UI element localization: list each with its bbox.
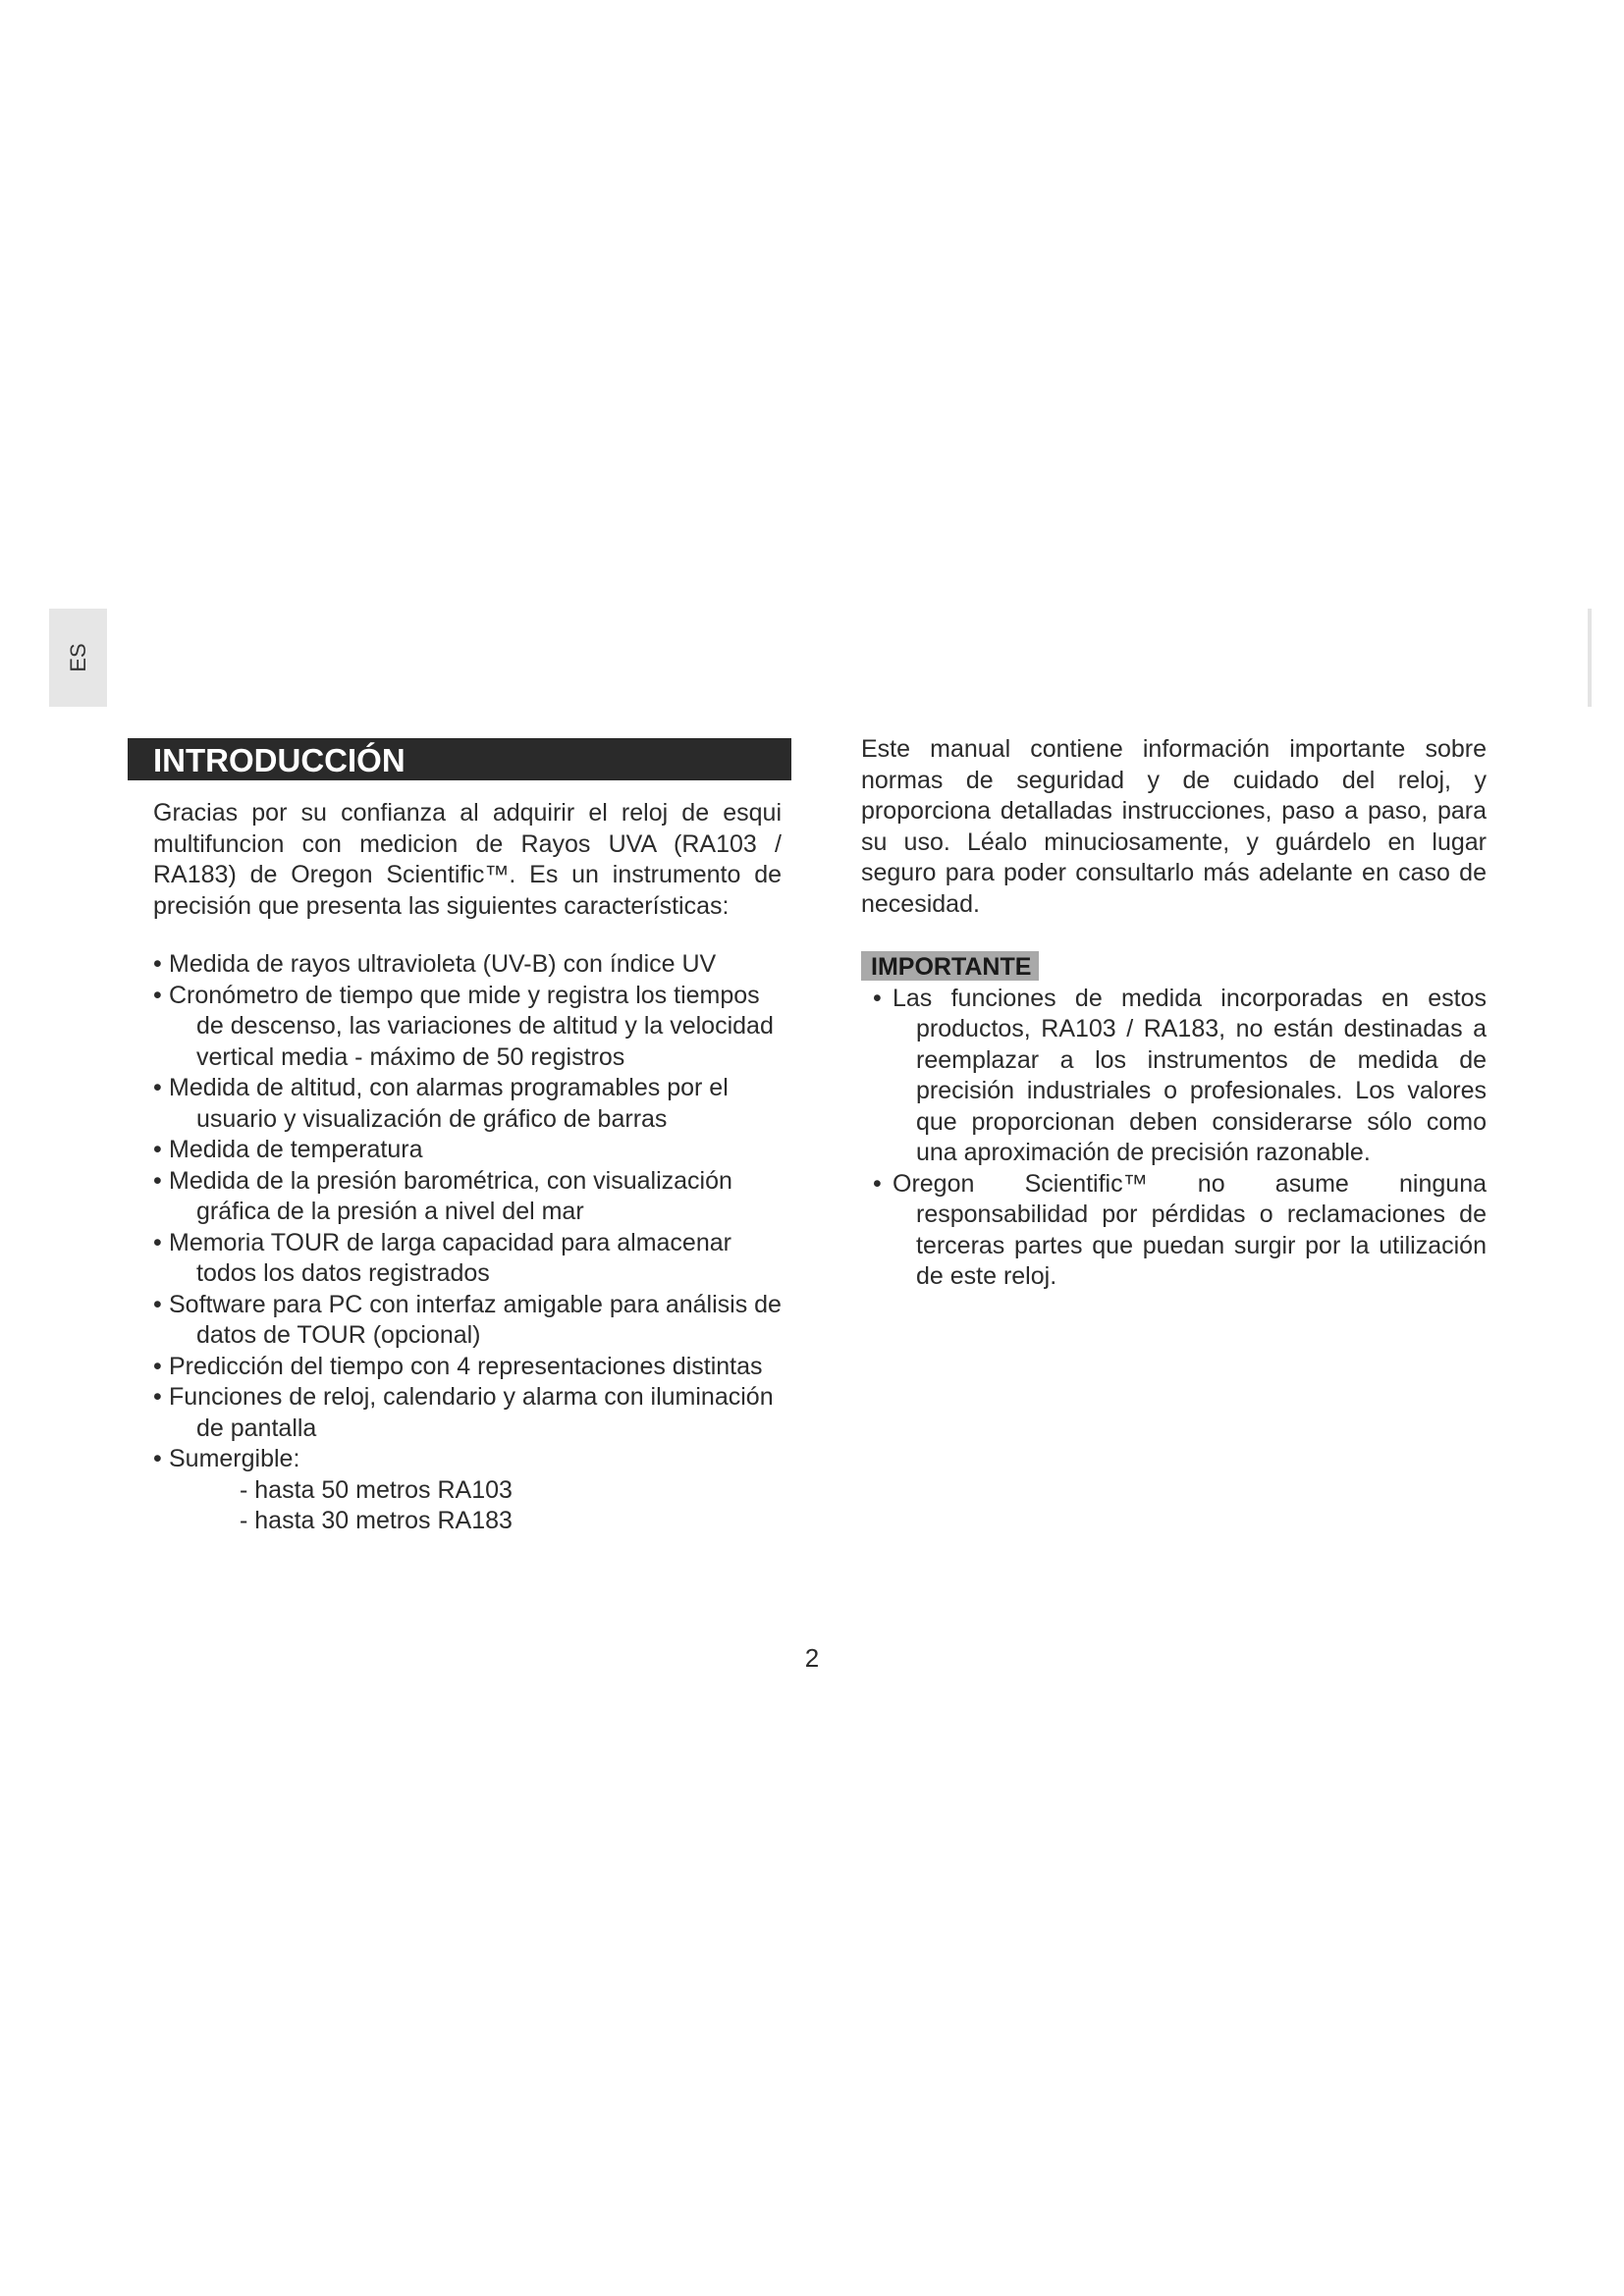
section-heading: INTRODUCCIÓN <box>128 738 791 780</box>
list-item: • Medida de altitud, con alarmas programables por el usuario y visualización de gráfico de barras <box>153 1074 729 1133</box>
right-column <box>861 734 1487 1293</box>
language-tab-label: ES <box>65 643 90 672</box>
depth-sub-list <box>196 1475 782 1537</box>
list-item: • Predicción del tiempo con 4 representaciones distintas <box>153 1352 763 1380</box>
list-item: • Sumergible: - hasta 50 metros RA103 - hasta 30 metros RA183 <box>153 1444 782 1537</box>
list-item: • Funciones de reloj, calendario y alarma con iluminación de pantalla <box>153 1383 774 1442</box>
list-item: • Memoria TOUR de larga capacidad para almacenar todos los datos registrados <box>153 1228 731 1287</box>
page-edge-mark <box>1588 609 1592 707</box>
list-item: • Medida de temperatura <box>153 1136 423 1163</box>
important-label: IMPORTANTE <box>861 951 1039 981</box>
list-item: • Medida de la presión barométrica, con visualización gráfica de la presión a nivel del mar <box>153 1166 732 1225</box>
feature-list <box>153 949 782 1537</box>
language-tab <box>49 609 107 707</box>
sub-list-item: - hasta 50 metros RA103 <box>240 1475 513 1504</box>
list-item: • Medida de rayos ultravioleta (UV-B) con índice UV <box>153 950 717 978</box>
sub-list-item: - hasta 30 metros RA183 <box>240 1507 513 1534</box>
list-item: • Oregon Scientific™ no asume ninguna responsabilidad por pérdidas o reclamaciones de terceras partes que puedan surgir por la utilización de este reloj. <box>873 1169 1487 1290</box>
list-item: • Las funciones de medida incorporadas en estos productos, RA103 / RA183, no están destinadas a reemplazar a los instrumentos de medida de precisión industriales o profesionales. Los valores que proporcionan deben considerarse sólo como una aproximación de precisión razonable. <box>873 984 1487 1166</box>
list-item: • Software para PC con interfaz amigable para análisis de datos de TOUR (opcional) <box>153 1290 782 1349</box>
left-column <box>128 738 791 1537</box>
list-item: • Cronómetro de tiempo que mide y registra los tiempos de descenso, las variaciones de altitud y la velocidad vertical media - máximo de 50 registros <box>153 981 774 1071</box>
page-number: 2 <box>804 1643 820 1673</box>
manual-intro-paragraph: Este manual contiene información importante sobre normas de seguridad y de cuidado del reloj, y proporciona detalladas instrucciones, paso a paso, para su uso. Léalo minuciosamente, y guárdelo en lugar seguro para poder consultarlo más adelante en caso de necesidad. <box>861 735 1487 918</box>
intro-paragraph: Gracias por su confianza al adquirir el reloj de esqui multifuncion con medicion de Rayos UVA (RA103 / RA183) de Oregon Scientific™. Es un instrumento de precisión que presenta las siguientes características: <box>153 799 782 920</box>
important-notes-list <box>861 984 1487 1293</box>
